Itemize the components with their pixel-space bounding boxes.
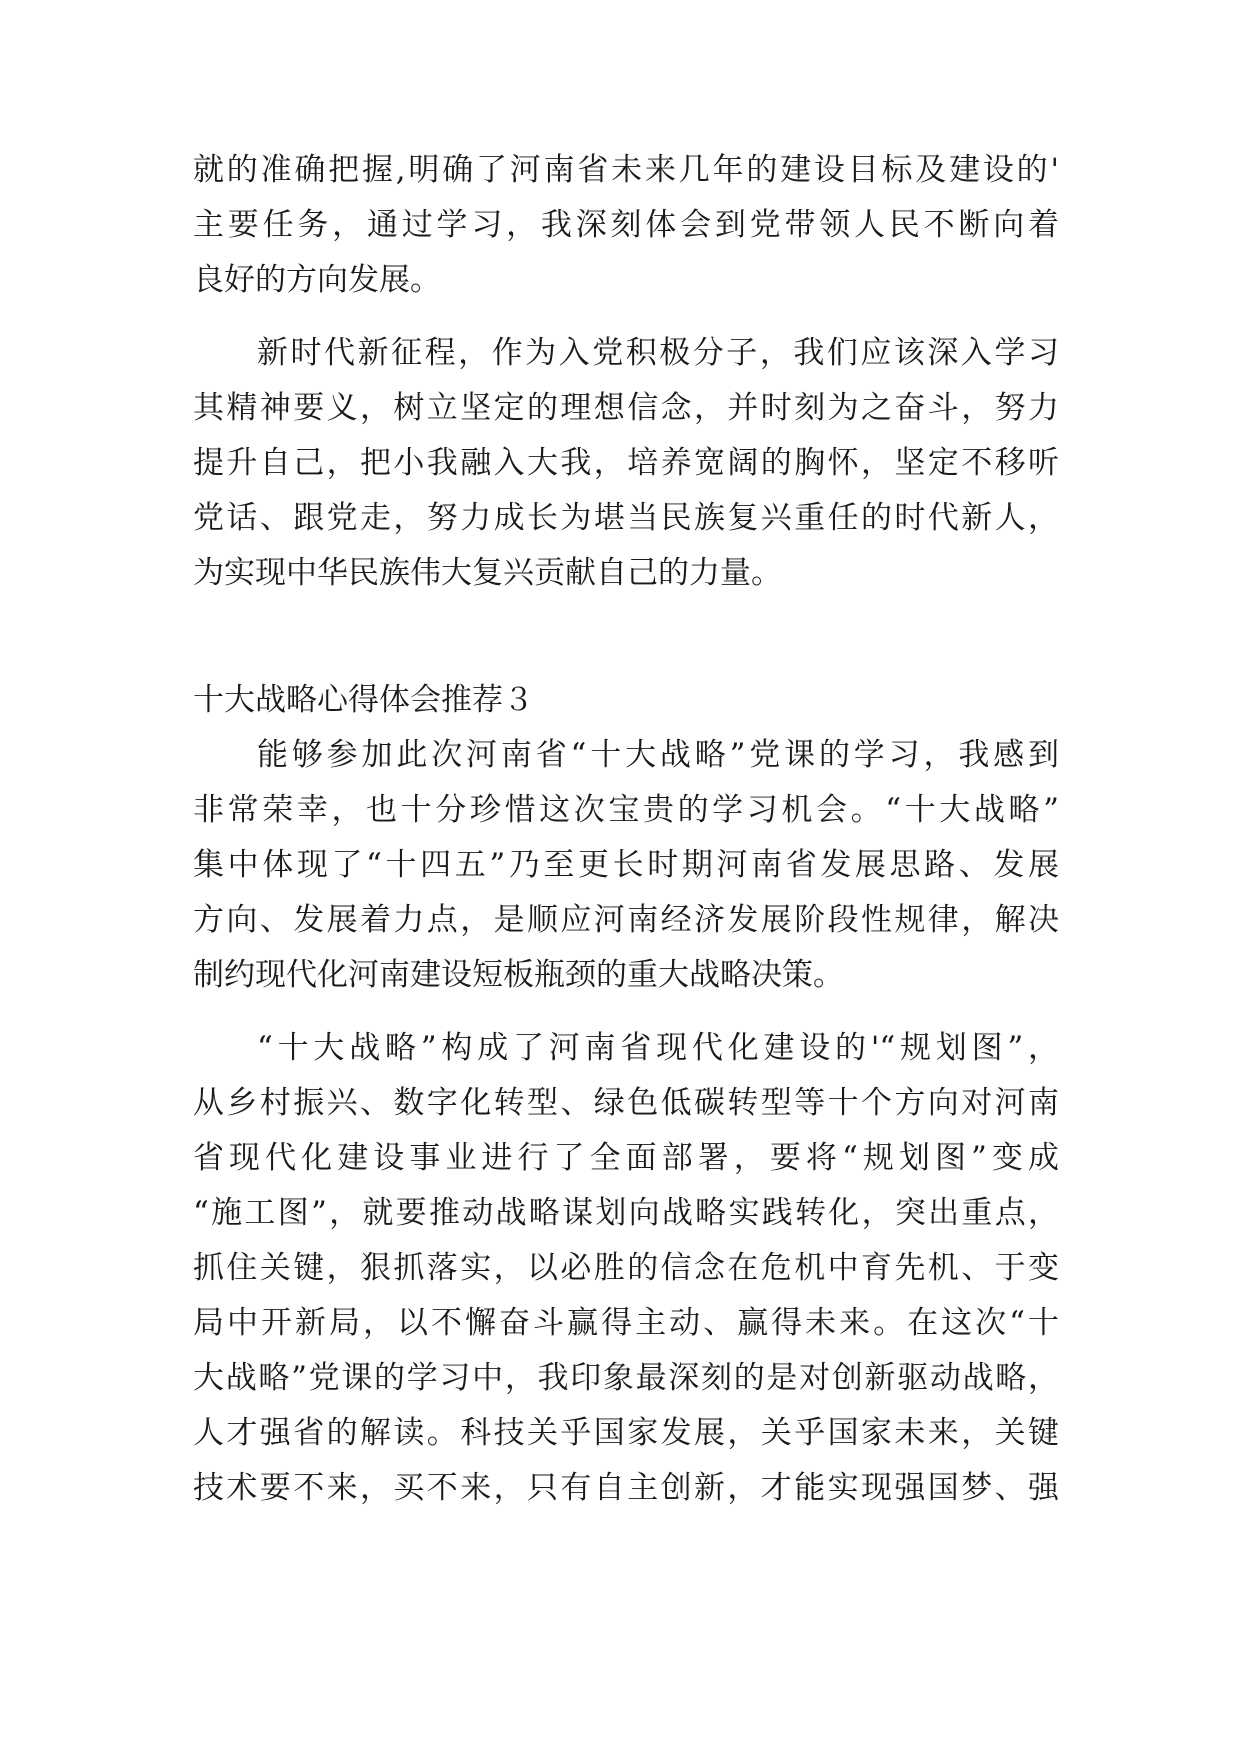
- text-line: 局中开新局，以不懈奋斗赢得主动、赢得未来。在这次“十: [193, 1305, 1059, 1341]
- text-line: 提升自己，把小我融入大我，培养宽阔的胸怀，坚定不移听: [193, 445, 1059, 481]
- text-line: 制约现代化河南建设短板瓶颈的重大战略决策。: [193, 957, 844, 993]
- text-line: 大战略”党课的学习中，我印象最深刻的是对创新驱动战略，: [193, 1360, 1059, 1396]
- text-line: “十大战略”构成了河南省现代化建设的'“规划图”，: [257, 1030, 1059, 1066]
- text-line: “施工图”，就要推动战略谋划向战略实践转化，突出重点，: [193, 1195, 1059, 1231]
- text-line: 良好的方向发展。: [193, 262, 441, 298]
- text-line: 集中体现了“十四五”乃至更长时期河南省发展思路、发展: [193, 847, 1059, 883]
- text-line: 从乡村振兴、数字化转型、绿色低碳转型等十个方向对河南: [193, 1085, 1059, 1121]
- text-line: 人才强省的解读。科技关乎国家发展，关乎国家未来，关键: [193, 1415, 1059, 1451]
- text-line: 其精神要义，树立坚定的理想信念，并时刻为之奋斗，努力: [193, 390, 1059, 426]
- text-line: 为实现中华民族伟大复兴贡献自己的力量。: [193, 555, 782, 591]
- text-line: 能够参加此次河南省“十大战略”党课的学习，我感到: [257, 737, 1059, 773]
- text-line: 就的准确把握,明确了河南省未来几年的建设目标及建设的': [193, 152, 1059, 188]
- text-line: 省现代化建设事业进行了全面部署，要将“规划图”变成: [193, 1140, 1059, 1176]
- text-line: 抓住关键，狠抓落实，以必胜的信念在危机中育先机、于变: [193, 1250, 1059, 1286]
- text-line: 主要任务，通过学习，我深刻体会到党带领人民不断向着: [193, 207, 1059, 243]
- text-line: 方向、发展着力点，是顺应河南经济发展阶段性规律，解决: [193, 902, 1059, 938]
- text-line: 非常荣幸，也十分珍惜这次宝贵的学习机会。“十大战略”: [193, 792, 1059, 828]
- section-heading: 十大战略心得体会推荐３: [193, 682, 534, 718]
- text-line: 技术要不来，买不来，只有自主创新，才能实现强国梦、强: [193, 1470, 1059, 1506]
- text-line: 新时代新征程，作为入党积极分子，我们应该深入学习: [257, 335, 1059, 371]
- text-line: 党话、跟党走，努力成长为堪当民族复兴重任的时代新人，: [193, 500, 1059, 536]
